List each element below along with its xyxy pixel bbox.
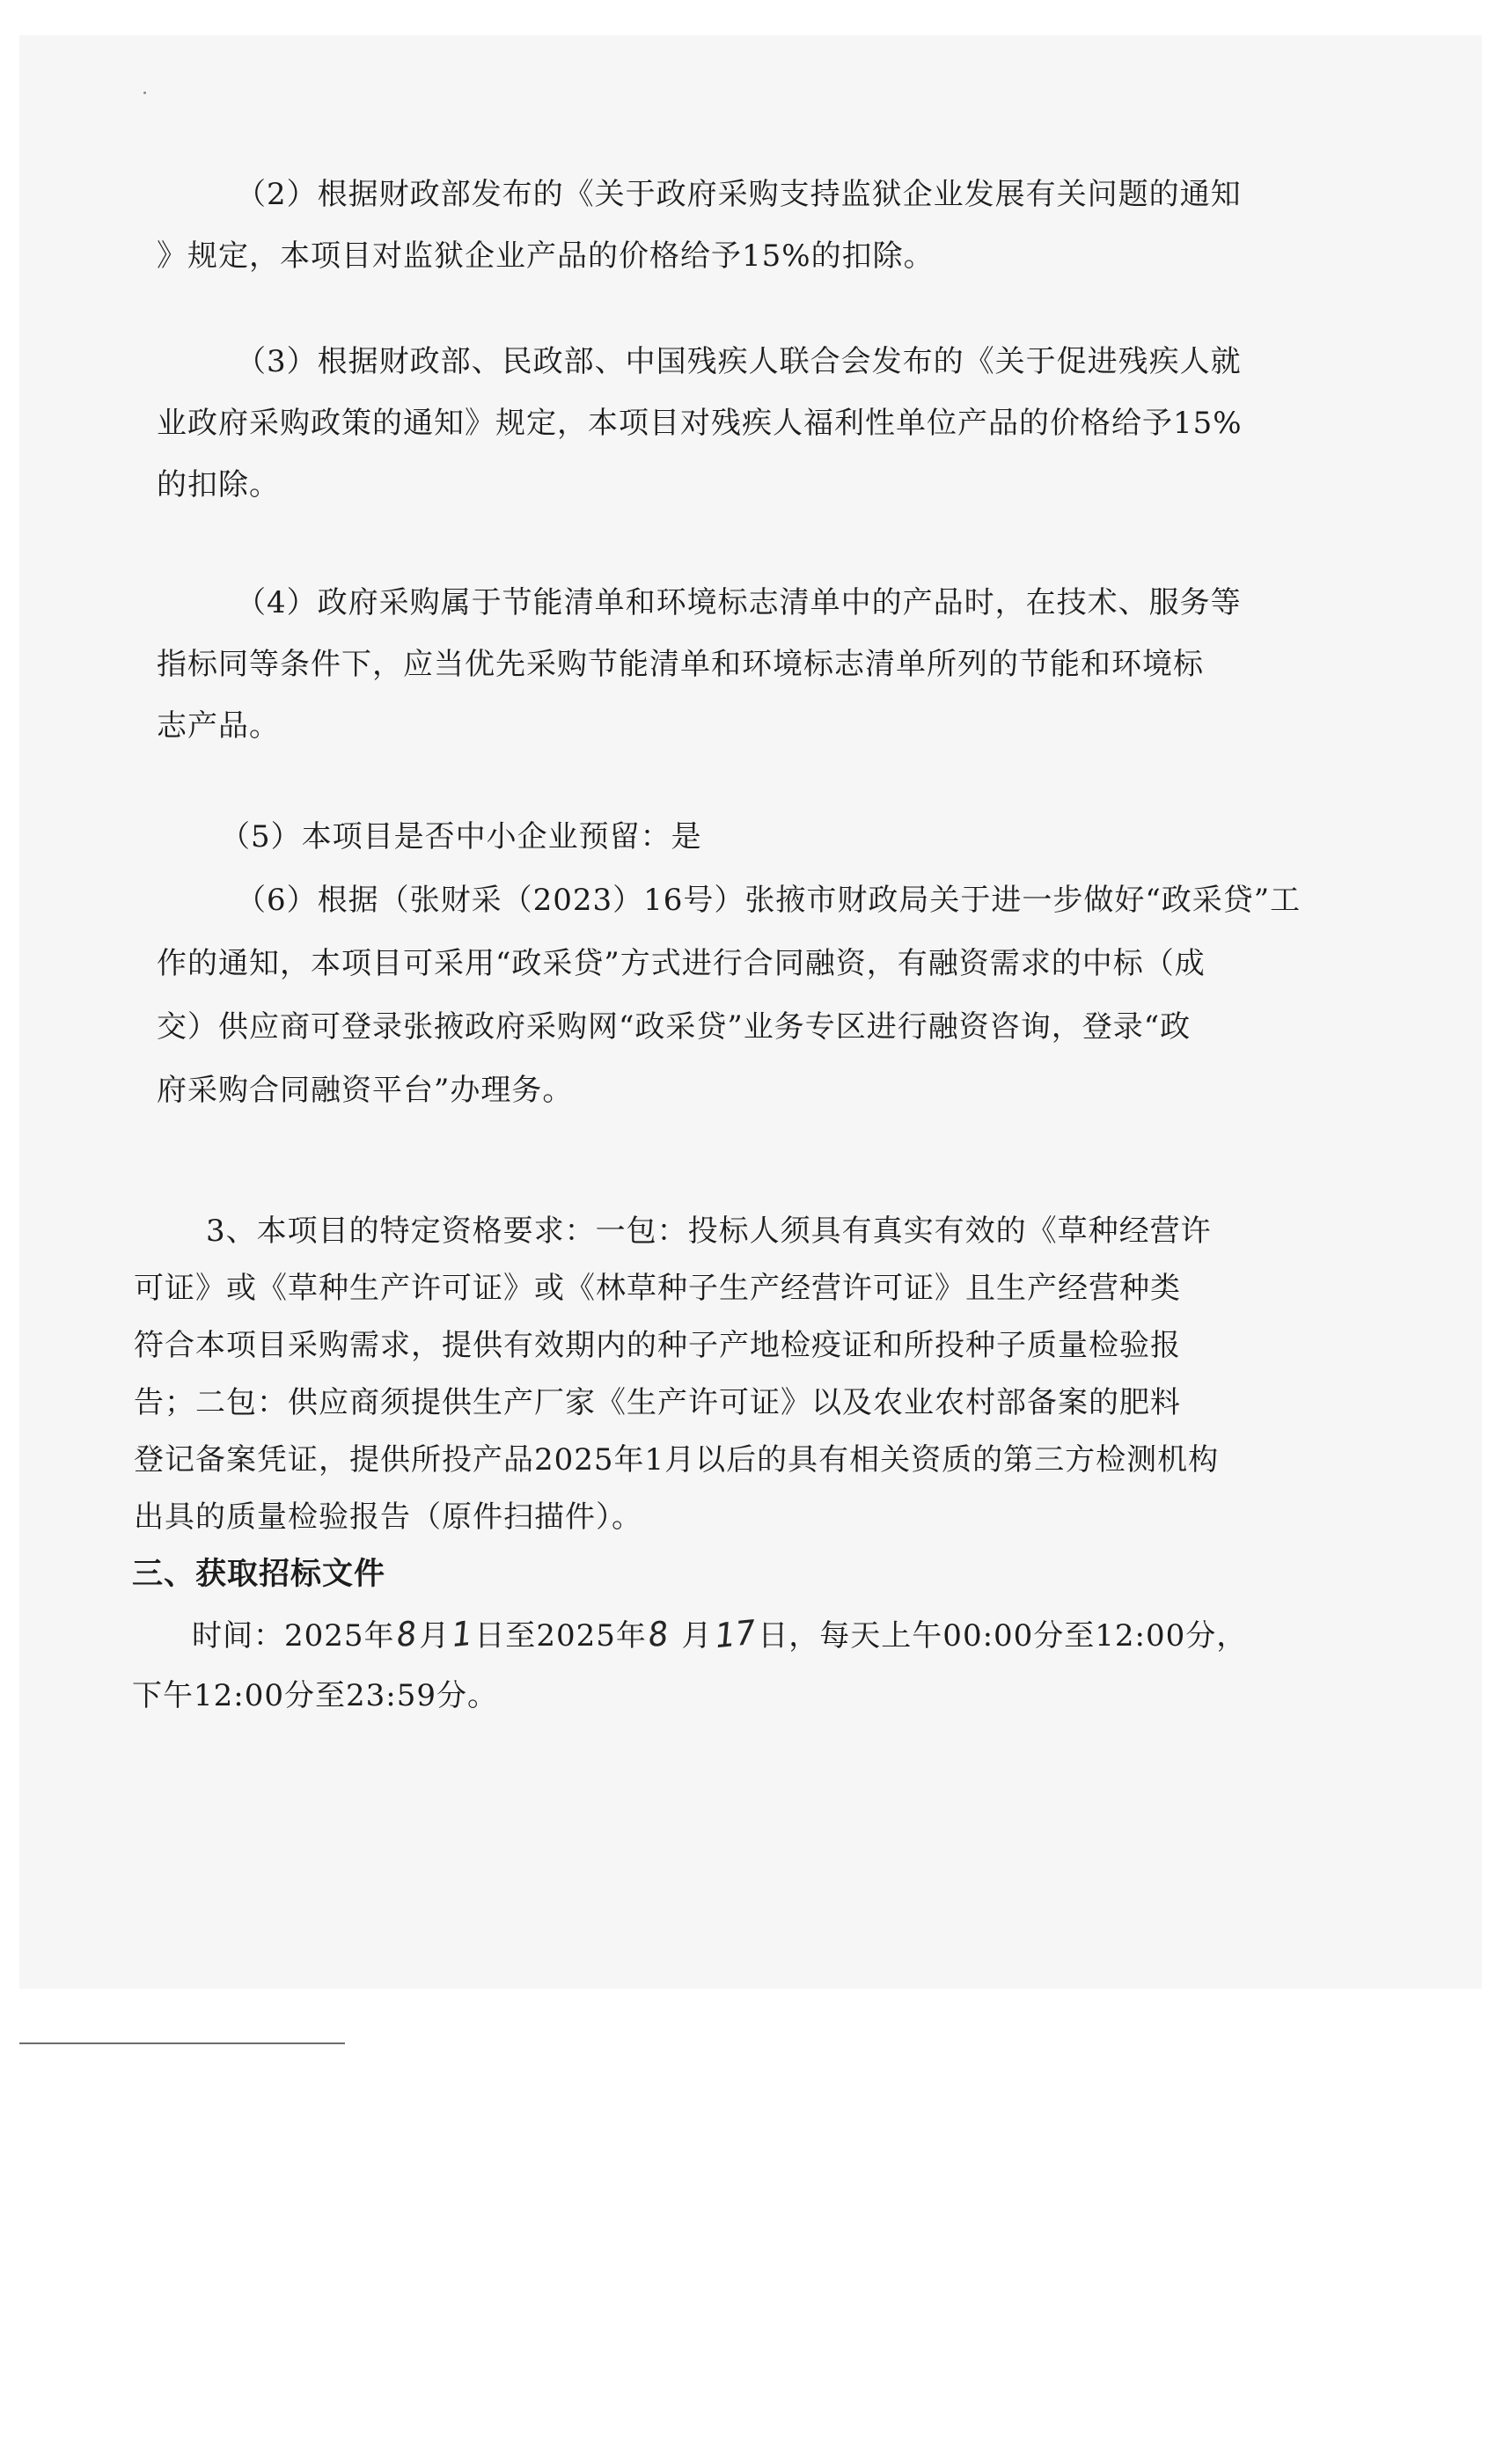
start-day-to: 日至 bbox=[474, 1618, 537, 1654]
paragraph-6-line-4: 府采购合同融资平台”办理务。 bbox=[157, 1073, 574, 1108]
item-3-line-4: 告；二包：供应商须提供生产厂家《生产许可证》以及农业农村部备案的肥料 bbox=[134, 1385, 1181, 1420]
time-line-1 bbox=[192, 1614, 1247, 1656]
item-3-line-6: 出具的质量检验报告（原件扫描件）。 bbox=[134, 1500, 642, 1535]
paragraph-6-line-2: 作的通知，本项目可采用“政采贷”方式进行合同融资，有融资需求的中标（成 bbox=[157, 946, 1206, 981]
end-year: 2025年 bbox=[536, 1618, 647, 1654]
paragraph-3-line-2: 业政府采购政策的通知》规定，本项目对残疾人福利性单位产品的价格给予15% bbox=[157, 406, 1243, 441]
end-month-char: 月 bbox=[671, 1618, 713, 1654]
paragraph-3-line-3: 的扣除。 bbox=[157, 467, 280, 502]
time-line-2: 下午12:00分至23:59分。 bbox=[132, 1678, 498, 1713]
end-rest: 日，每天上午00:00分至12:00分， bbox=[758, 1618, 1248, 1654]
paragraph-4-line-1: （4）政府采购属于节能清单和环境标志清单中的产品时，在技术、服务等 bbox=[236, 585, 1242, 620]
paragraph-6-line-1: （6）根据（张财采（2023）16号）张掖市财政局关于进一步做好“政采贷”工 bbox=[236, 883, 1302, 918]
section-3-heading: 三、获取招标文件 bbox=[132, 1557, 386, 1592]
paragraph-4-line-2: 指标同等条件下，应当优先采购节能清单和环境标志清单所列的节能和环境标 bbox=[157, 647, 1204, 682]
paragraph-2-line-1: （2）根据财政部发布的《关于政府采购支持监狱企业发展有关问题的通知 bbox=[236, 177, 1242, 212]
time-label: 时间： bbox=[192, 1618, 284, 1654]
footer-rule bbox=[19, 2042, 345, 2044]
handwritten-end-day: 17 bbox=[712, 1612, 759, 1656]
scan-speck bbox=[143, 92, 146, 94]
item-3-line-3: 符合本项目采购需求，提供有效期内的种子产地检疫证和所投种子质量检验报 bbox=[134, 1328, 1181, 1363]
start-month-char: 月 bbox=[419, 1618, 451, 1654]
paragraph-4-line-3: 志产品。 bbox=[157, 708, 280, 744]
paragraph-3-line-1: （3）根据财政部、民政部、中国残疾人联合会发布的《关于促进残疾人就 bbox=[236, 344, 1242, 379]
paragraph-5-line-1: （5）本项目是否中小企业预留：是 bbox=[220, 819, 702, 854]
item-3-line-2: 可证》或《草种生产许可证》或《林草种子生产经营许可证》且生产经营种类 bbox=[134, 1271, 1181, 1306]
handwritten-end-month: 8 bbox=[646, 1613, 671, 1655]
start-year: 2025年 bbox=[284, 1618, 395, 1654]
paragraph-6-line-3: 交）供应商可登录张掖政府采购网“政采贷”业务专区进行融资咨询，登录“政 bbox=[157, 1009, 1192, 1045]
handwritten-start-day: 1 bbox=[450, 1613, 475, 1655]
paragraph-2-line-2: 》规定，本项目对监狱企业产品的价格给予15%的扣除。 bbox=[157, 238, 935, 274]
item-3-line-1: 3、本项目的特定资格要求：一包：投标人须具有真实有效的《草种经营许 bbox=[206, 1214, 1212, 1249]
handwritten-start-month: 8 bbox=[394, 1613, 420, 1655]
item-3-line-5: 登记备案凭证，提供所投产品2025年1月以后的具有相关资质的第三方检测机构 bbox=[134, 1442, 1220, 1478]
